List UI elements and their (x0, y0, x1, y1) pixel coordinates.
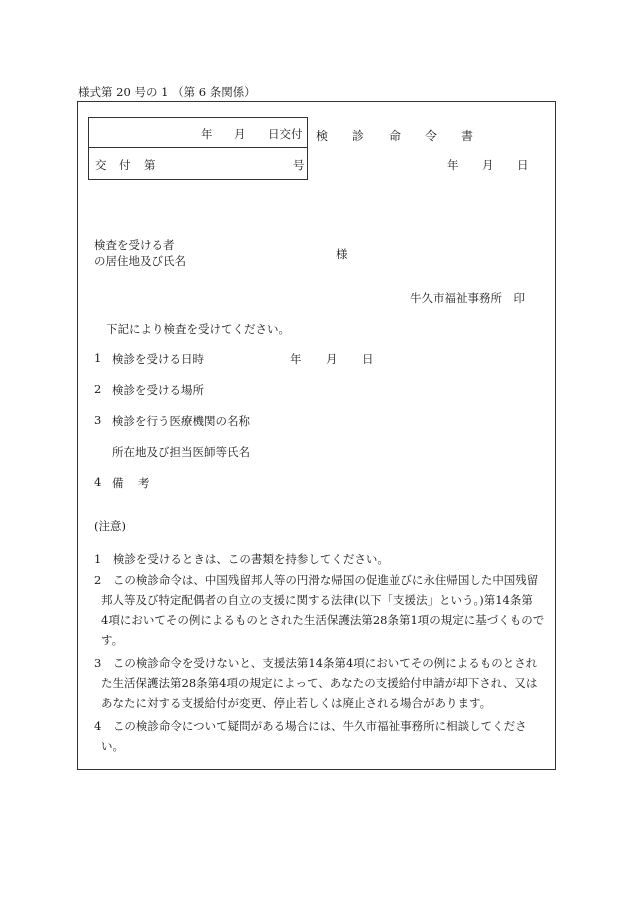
item-1-number: 1 (94, 351, 102, 365)
issue-no-char-1: 交 (95, 158, 107, 172)
form-number-label: 様式第 20 号の 1 （第 6 条関係） (78, 85, 256, 99)
item-1-month: 月 (326, 352, 338, 366)
item-2-label: 検診を受ける場所 (112, 383, 204, 397)
issue-no-char-3: 第 (144, 158, 156, 172)
note-line: あなたに対する支援給付が変更、停止若しくは廃止される場合があります。 (101, 696, 492, 710)
title-char-1: 検 (316, 129, 329, 143)
item-1-year: 年 (290, 352, 302, 366)
issue-day-label: 日交付 (268, 127, 303, 141)
item-1-day: 日 (362, 352, 374, 366)
item-2-number: 2 (94, 382, 102, 396)
item-4-label-char-1: 備 (112, 476, 124, 490)
note-line: 3 この検診命令を受けないと、支援法第14条第4項においてその例によるものとされ (94, 656, 538, 670)
issue-year-label: 年 (201, 127, 213, 141)
date-day-label: 日 (517, 158, 529, 172)
item-3-sub-label: 所在地及び担当医師等氏名 (112, 445, 250, 459)
note-line: 邦人等及び特定配偶者の自立の支援に関する法律(以下「支援法」という。)第14条第 (101, 593, 533, 607)
title-char-5: 書 (461, 129, 474, 143)
note-line: 2 この検診命令は、中国残留邦人等の円滑な帰国の促進並びに永住帰国した中国残留 (94, 573, 539, 587)
intro-text: 下記により検査を受けてください。 (106, 322, 290, 336)
issue-no-suffix: 号 (293, 158, 305, 172)
title-char-3: 命 (389, 129, 402, 143)
note-line: す。 (101, 633, 124, 647)
recipient-label-line1: 検査を受ける者 (94, 238, 175, 252)
item-1-label: 検診を受ける日時 (112, 352, 204, 366)
item-4-label-char-2: 考 (138, 476, 150, 490)
item-4-number: 4 (94, 475, 102, 489)
item-3-label: 検診を行う医療機関の名称 (112, 414, 250, 428)
recipient-label-line2: の居住地及び氏名 (94, 254, 186, 268)
note-line: い。 (101, 739, 124, 753)
issue-no-char-2: 付 (119, 158, 131, 172)
note-line: 1 検診を受けるときは、この書類を持参してください。 (94, 552, 389, 566)
item-3-number: 3 (94, 413, 102, 427)
issuer-name: 牛久市福祉事務所 印 (410, 291, 525, 305)
recipient-honorific: 様 (336, 247, 348, 261)
title-char-4: 令 (425, 129, 438, 143)
notes-heading: (注意) (94, 519, 126, 533)
issue-box-divider (88, 147, 308, 148)
date-year-label: 年 (447, 158, 459, 172)
issue-month-label: 月 (234, 127, 246, 141)
note-line: た生活保護法第28条第4項の規定によって、あなたの支援給付申請が却下され、又は (101, 676, 538, 690)
date-month-label: 月 (482, 158, 494, 172)
title-char-2: 診 (352, 129, 365, 143)
note-line: 4項においてその例によるものとされた生活保護法第28条第1項の規定に基づくもので (101, 613, 545, 627)
note-line: 4 この検診命令について疑問がある場合には、牛久市福祉事務所に相談してくださ (94, 719, 527, 733)
